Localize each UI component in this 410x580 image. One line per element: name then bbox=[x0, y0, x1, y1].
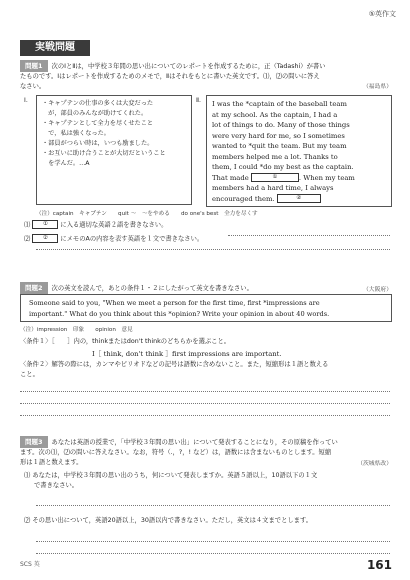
sub2-blank-ref: ② bbox=[32, 234, 58, 243]
q2-condition1: 〈条件１〉［ ］内の，thinkまたはdon't thinkのどちらかを選ぶこと。 bbox=[20, 338, 231, 345]
footer-code: SCS 英 bbox=[20, 561, 40, 568]
sub1-blank-ref: ① bbox=[32, 220, 58, 229]
q3-sub2: ⑵ その思い出について，英語20語以上，30語以内で書きなさい。ただし，英文は４文までとします。 bbox=[24, 517, 313, 524]
section-title: 実戦問題 bbox=[20, 40, 90, 56]
q3-sub2-answer-line[interactable] bbox=[36, 532, 390, 542]
blank-2-box[interactable]: ② bbox=[277, 194, 321, 203]
memo-line: ・キャプテンとして全力を尽くせたこと bbox=[42, 120, 154, 127]
q1-text-line1: 次のⅠとⅡは，中学校３年間の思い出についてのレポートを作成するために，正（Tadashi）が書い bbox=[51, 63, 326, 70]
page-number: 161 bbox=[366, 558, 392, 572]
q1-source: （福島県） bbox=[363, 84, 392, 90]
q1-instructions bbox=[20, 60, 392, 92]
english-passage bbox=[207, 96, 391, 207]
q2-passage-line: important." What do you think about this *opinion? Write your opinion in about 40 words. bbox=[29, 309, 330, 318]
q3-source: （茨城県改） bbox=[357, 461, 392, 467]
english-line: members had a hard time, I always bbox=[212, 184, 334, 192]
q2-passage-line: Someone said to you, "When we meet a person for the first time, first *impressions are bbox=[29, 299, 320, 307]
english-line: members helped me a lot. Thanks to bbox=[212, 152, 338, 161]
q3-label: 問題3 bbox=[20, 436, 48, 448]
english-line: lot of things to do. Many of those things bbox=[212, 121, 350, 129]
q1-sub2-answer-line[interactable] bbox=[36, 240, 390, 250]
memo-line: ・部員がつらい時は，いつも励ました。 bbox=[42, 140, 154, 147]
q3-sub1: ⑴ あなたは，中学校３年間の思い出のうち，何について発表しますか。英語５語以上，10語以下の１文 で書きなさい。 bbox=[24, 472, 318, 489]
english-line: That made ① . When my team bbox=[212, 173, 355, 182]
q2-source: （大阪府） bbox=[363, 287, 392, 293]
q2-answer-line[interactable] bbox=[20, 406, 390, 416]
q3-sub2-answer-line[interactable] bbox=[36, 544, 390, 554]
memo-line: ・キャプテンの仕事の多くは大変だった bbox=[42, 100, 154, 107]
chapter-label: ⑤英作文 bbox=[368, 10, 396, 18]
q1-sub1: ⑴ ① に入る適切な英語２語を書きなさい。 bbox=[24, 221, 168, 229]
blank-1-box[interactable]: ① bbox=[251, 173, 299, 182]
q2-label: 問題2 bbox=[20, 282, 48, 294]
q2-answer-line[interactable] bbox=[20, 394, 390, 404]
memo-line: が，部員のみんなが助けてくれた。 bbox=[42, 110, 148, 117]
memo-label: Ⅰ. bbox=[24, 97, 28, 104]
q1-text-line2: たものです。Ⅰはレポートを作成するためのメモで，Ⅱはそれをもとに書いた英文です。⑴，⑵の問いに答え bbox=[20, 73, 320, 80]
q1-sub2: ⑵ ② にメモのAの内容を表す英語を１文で書きなさい。 bbox=[24, 235, 204, 243]
q1-text-line3: なさい。 bbox=[20, 83, 46, 90]
english-line: encouraged them. ② bbox=[212, 194, 386, 205]
q2-answer-line[interactable] bbox=[20, 382, 390, 392]
english-line: were very hard for me, so I sometimes bbox=[212, 131, 345, 140]
q3-instructions: 問題3 あなたは英語の授業で，「中学校３年間の思い出」について発表することになり，その原稿を作ってい ます。次の⑴，⑵の問いに答えなさい。なお，符号（.，?，! など）は，語数には含まないものとします。短縮 形は１語と数えます。 bbox=[20, 438, 338, 466]
q1-glossary: （注）captain キャプテン quit ～ ～をやめる do one's best 全力を尽くす bbox=[36, 211, 258, 217]
english-line: at my school. As the captain, I had a bbox=[212, 110, 338, 119]
q2-condition2: 〈条件２〉解答の際には，カンマやピリオドなどの記号は語数に含めないこと。また，短縮形は１語と数える こと。 bbox=[20, 361, 329, 378]
english-line: wanted to *quit the team. But my team bbox=[212, 142, 347, 150]
english-line: them, I could *do my best as the captain. bbox=[212, 163, 354, 171]
q2-condition1-sentence: I［ think, don't think ］first impressions are important. bbox=[92, 350, 282, 358]
memo-line: ・お互いに助け合うことが大切だということ bbox=[42, 150, 166, 157]
english-label: Ⅱ. bbox=[196, 97, 202, 104]
memo-box bbox=[36, 95, 192, 205]
english-line: I was the *captain of the baseball team bbox=[212, 100, 347, 108]
q2-passage-box bbox=[20, 294, 392, 322]
q1-label: 問題1 bbox=[20, 60, 48, 72]
q2-instructions: 問題2 次の英文を読んで，あとの条件１・２にしたがって英文を書きなさい。 bbox=[20, 282, 350, 294]
memo-line: を学んだ。…A bbox=[42, 160, 90, 167]
q2-glossary: （注）impression 印象 opinion 意見 bbox=[20, 327, 133, 333]
english-box bbox=[206, 95, 392, 207]
memo-line: で，私は強くなった。 bbox=[42, 130, 110, 137]
q3-sub1-answer-line[interactable] bbox=[36, 496, 390, 506]
